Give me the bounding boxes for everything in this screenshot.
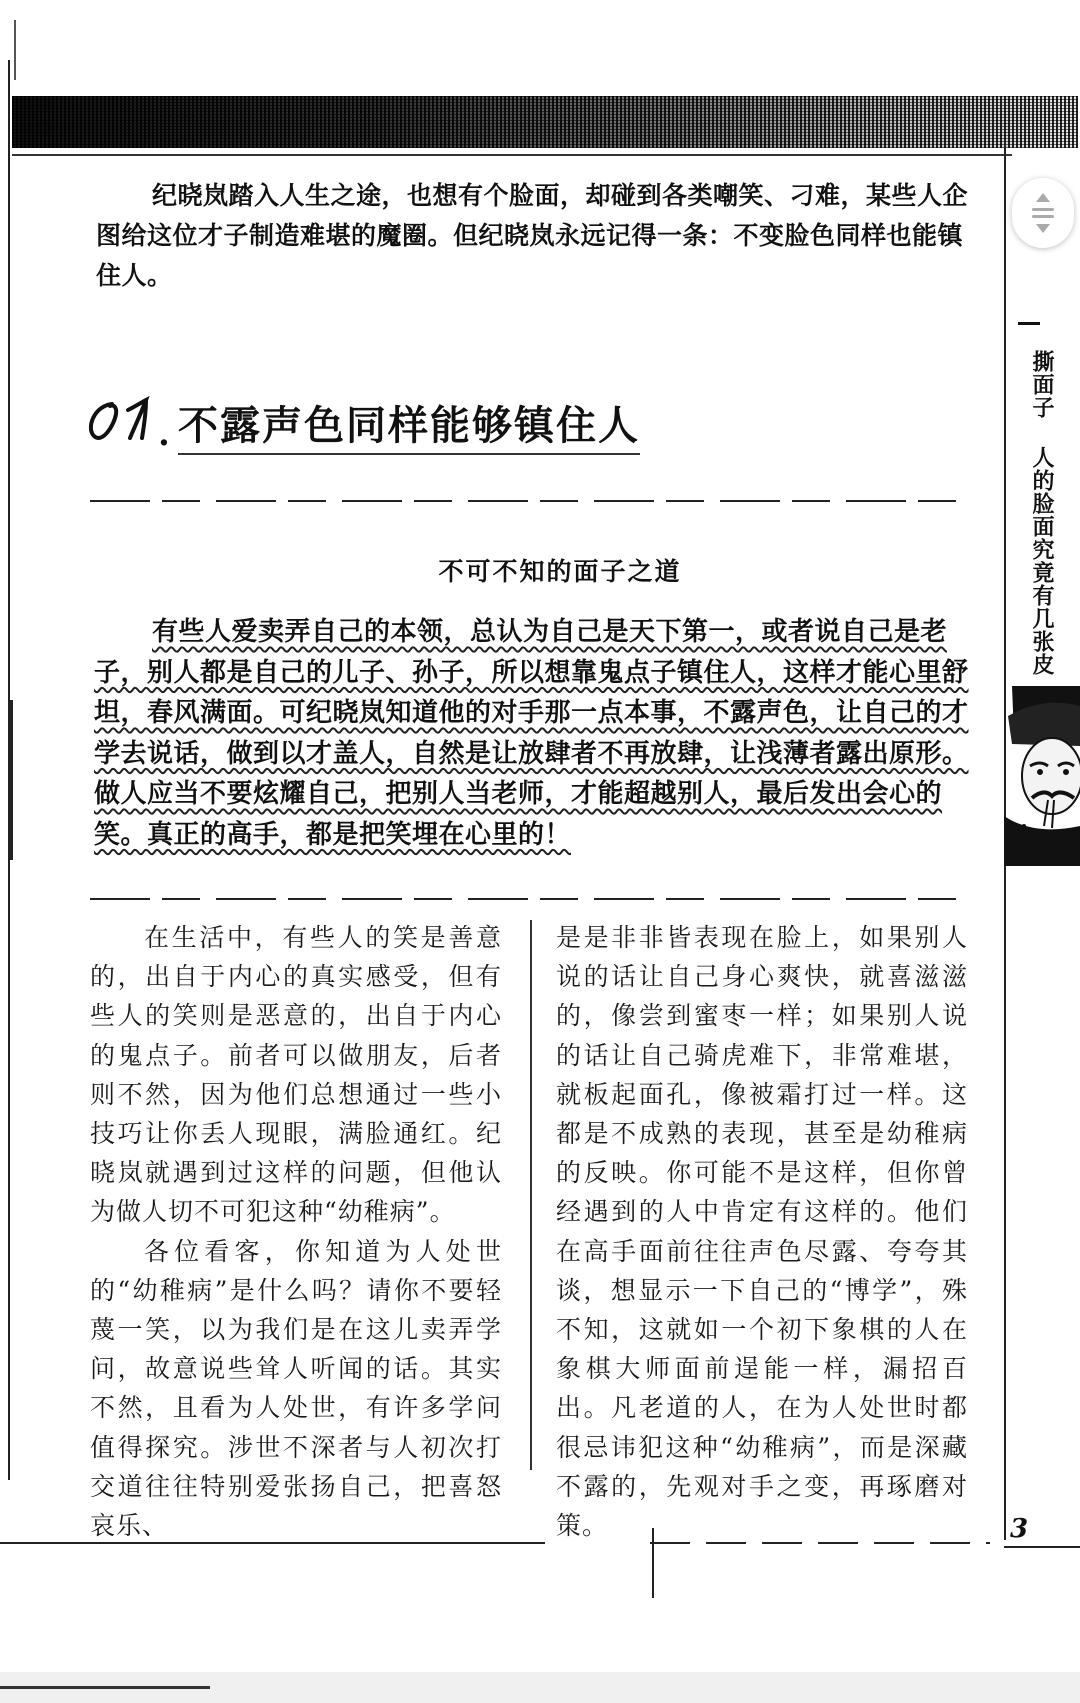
body-column-left (90, 918, 502, 1545)
column-divider (530, 920, 532, 1470)
header-rule (12, 154, 1012, 156)
divider-top (90, 500, 966, 502)
section-title: 不露声色同样能够镇住人 (178, 394, 640, 455)
footer-rule-left (0, 1542, 545, 1544)
body-paragraph: 是是非非皆表现在脸上，如果别人说的话让自己身心爽快，就喜滋滋的，像尝到蜜枣一样；如果别人说的话让自己骑虎难下，非常难堪，就板起面孔，像被霜打过一样。这都是不成熟的表现，甚至是幼稚病的反映。你可能不是这样，但你曾经遇到的人中肯定有这样的。他们在高手面前往往声色尽露、夸夸其谈，想显示一下自己的“博学”，殊不知，这就如一个初下象棋的人在象棋大师面前逞能一样，漏招百出。凡老道的人，在为人处世时都很忌讳犯这种“幼稚病”，而是深藏不露的，先观对手之变，再琢磨对策。 (556, 923, 968, 1541)
portrait-illustration (1004, 676, 1080, 866)
side-caption-dash (1018, 322, 1040, 325)
footer-rule-right (650, 1542, 990, 1544)
body-paragraph: 在生活中，有些人的笑是善意的，出自于内心的真实感受，但有些人的笑则是恶意的，出自于内心的鬼点子。前者可以做朋友，后者则不然，因为他们总想通过一些小技巧让你丢人现眼，满脸通红。纪晓岚就遇到过这样的问题，但他认为做人切不可犯这种“幼稚病”。 (90, 923, 502, 1227)
intro-paragraph (96, 176, 976, 296)
viewer-progress-line (0, 1686, 210, 1689)
header-band (12, 96, 1078, 148)
section-number-icon (84, 392, 164, 452)
scroll-down-icon (1036, 224, 1050, 233)
scan-edge-left-mark (10, 700, 13, 860)
page-number: 3 (1010, 1514, 1029, 1544)
section-dot: . (158, 414, 170, 454)
scan-edge-top (14, 20, 16, 80)
subtitle (0, 552, 1080, 588)
intro-text: 纪晓岚踏入人生之途，也想有个脸面，却碰到各类嘲笑、刁难，某些人企图给这位才子制造难堪的魔圈。但纪晓岚永远记得一条：不变脸色同样也能镇住人。 (96, 181, 969, 290)
grip-line-icon (1032, 215, 1054, 218)
body-paragraph: 各位看客，你知道为人处世的“幼稚病”是什么吗？请你不要轻蔑一笑，以为我们是在这儿卖弄学问，故意说些耸人听闻的话。其实不然，且看为人处世，有许多学问值得探究。涉世不深者与人初次打交道往往特别爱张扬自己，把喜怒哀乐、 (90, 1236, 502, 1541)
body-column-right (556, 918, 968, 1545)
scroll-up-icon (1036, 193, 1050, 202)
subtitle-text: 不可不知的面子之道 (438, 557, 682, 586)
scroll-handle[interactable] (1012, 178, 1074, 248)
page-number-rule (1004, 1546, 1080, 1548)
side-caption: 撕面子 人的脸面究竟有几张皮 (1029, 350, 1055, 676)
section-heading (84, 392, 964, 456)
emphasis-block (94, 612, 974, 855)
divider-bottom (90, 898, 966, 900)
footer-tick (652, 1528, 654, 1598)
emphasis-text: 有些人爱卖弄自己的本领，总认为自己是天下第一，或者说自己是老子，别人都是自己的儿子、孙子，所以想靠鬼点子镇住人，这样才能心里舒坦，春风满面。可纪晓岚知道他的对手那一点本事，不露声色，让自己的才学去说话，做到以才盖人，自然是让放肆者不再放肆，让浅薄者露出原形。做人应当不要炫耀自己，把别人当老师，才能超越别人，最后发出会心的笑。真正的高手，都是把笑埋在心里的！ (94, 617, 969, 850)
grip-line-icon (1032, 208, 1054, 211)
